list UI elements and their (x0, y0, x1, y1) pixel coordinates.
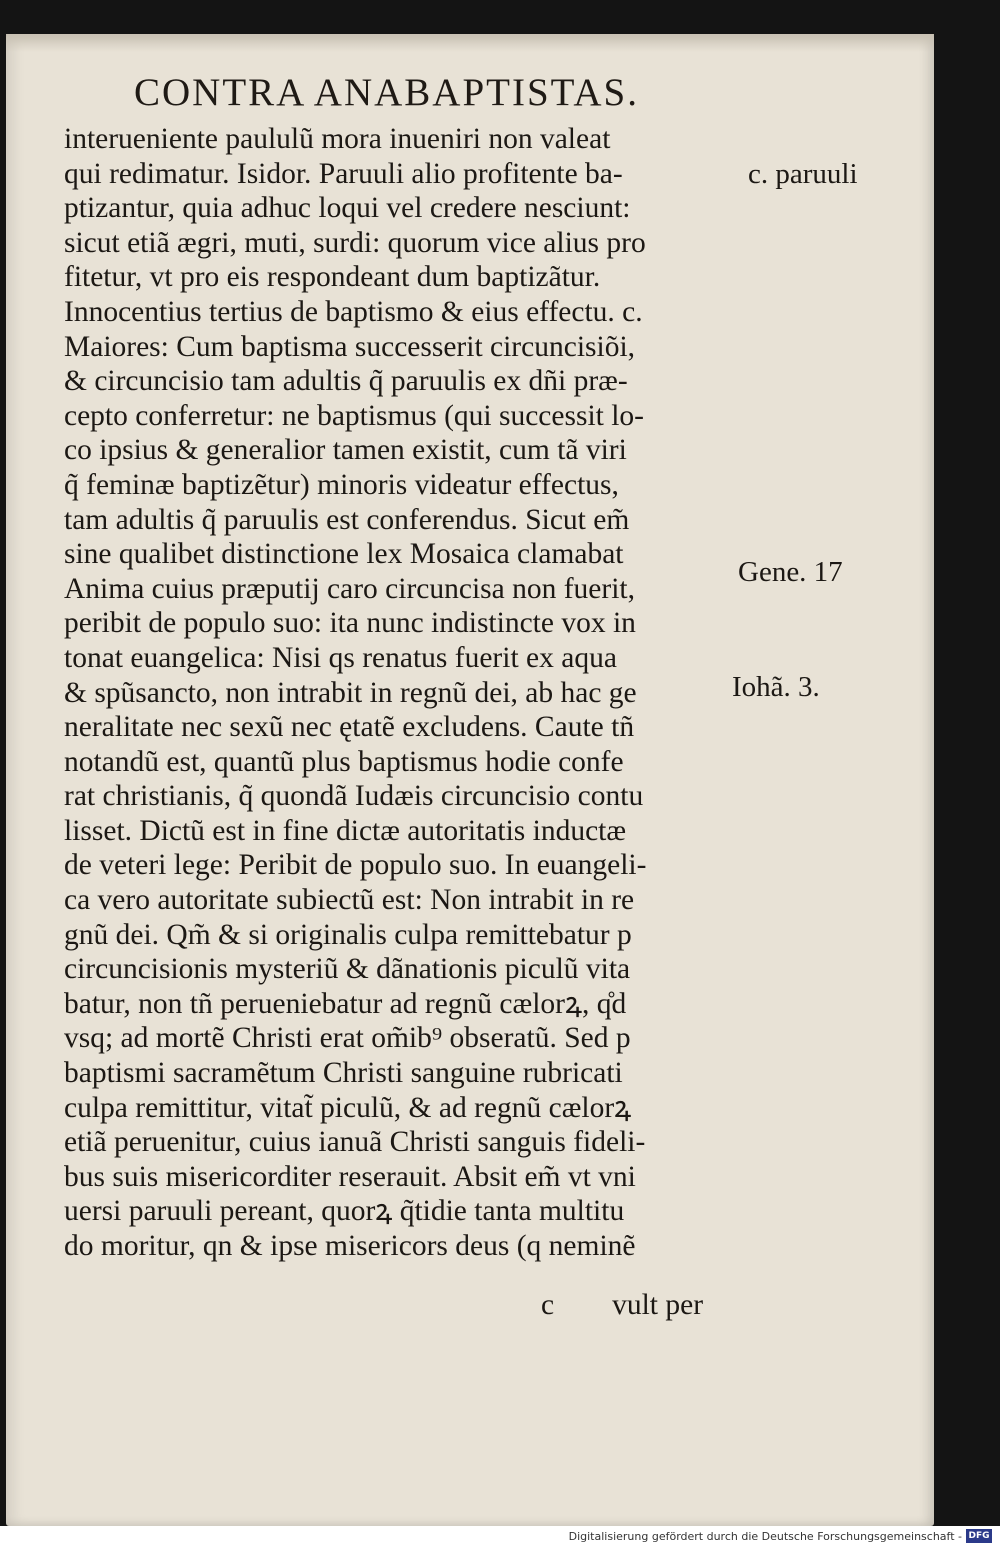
text-line: ptizantur, quia adhuc loqui vel credere nesciunt: (64, 192, 631, 225)
text-line: & spũsancto, non intrabit in regnũ dei, ab hac ge (64, 676, 637, 709)
text-line: co ipsius & generalior tamen existit, cum tã viri (64, 434, 627, 467)
text-line: Anima cuius præputij caro circuncisa non fuerit, (64, 572, 635, 605)
funding-credit: Digitalisierung gefördert durch die Deutsche Forschungsgemeinschaft - (568, 1530, 962, 1543)
dfg-logo-icon: DFG (966, 1529, 992, 1543)
text-line: interueniente paululũ mora inueniri non valeat (64, 123, 611, 155)
text-line: ca vero autoritate subiectũ est: Non intrabit in re (64, 884, 635, 917)
catchline (541, 1289, 703, 1322)
margin-note-genesis: Gene. 17 (738, 556, 843, 588)
text-line: batur, non tñ perueniebatur ad regnũ cælorꝝ, q̊d (64, 987, 627, 1020)
text-line: baptismi sacramẽtum Christi sanguine rubricati (64, 1057, 623, 1090)
text-line: uersi paruuli pereant, quorꝝ q̃tidie tanta multitu (64, 1195, 625, 1228)
book-page (6, 34, 934, 1526)
text-line: circuncisionis mysteriũ & dãnationis piculũ vita (64, 953, 631, 986)
text-line: etiã peruenitur, cuius ianuã Christi sanguis fideli- (64, 1126, 646, 1159)
text-line: de veteri lege: Peribit de populo suo. In euangeli- (64, 849, 647, 882)
text-line: culpa remittitur, vitat̃ piculũ, & ad regnũ cælorꝝ (64, 1091, 632, 1124)
text-line: & circuncisio tam adultis q̃ paruulis ex dñi præ- (64, 365, 628, 398)
text-line: sicut etiã ægri, muti, surdi: quorum vice alius pro (64, 226, 646, 259)
running-head: CONTRA ANABAPTISTAS. (134, 71, 639, 114)
text-line: sine qualibet distinctione lex Mosaica clamabat (64, 538, 624, 571)
text-line: tam adultis q̃ paruulis est conferendus. Sicut em̃ (64, 503, 630, 536)
margin-note-john: Iohã. 3. (732, 671, 820, 703)
text-line: notandũ est, quantũ plus baptismus hodie confe (64, 745, 624, 778)
text-line: Innocentius tertius de baptismo & eius effectu. c. (64, 295, 643, 328)
text-line: fitetur, vt pro eis respondeant dum baptizãtur. (64, 261, 601, 294)
text-line: q̃ feminæ baptizẽtur) minoris videatur effectus, (64, 468, 619, 501)
text-line: tonat euangelica: Nisi qs renatus fuerit ex aqua (64, 641, 617, 674)
text-line: peribit de populo suo: ita nunc indistincte vox in (64, 607, 636, 640)
text-line: neralitate nec sexũ nec ętatẽ excludens. Caute tñ (64, 711, 635, 744)
catchword: vult per (612, 1289, 704, 1321)
text-line: lisset. Dictũ est in fine dictæ autoritatis inductæ (64, 814, 627, 847)
margin-note-paruuli: c. paruuli (748, 158, 858, 190)
text-line: bus suis misericorditer reserauit. Absit em̃ vt vni (64, 1160, 636, 1193)
text-line: Maiores: Cum baptisma successerit circuncisiõi, (64, 330, 636, 363)
text-line: vsq; ad mortẽ Christi erat om̃ib⁹ obseratũ. Sed p (64, 1022, 631, 1055)
text-line: qui redimatur. Isidor. Paruuli alio profitente ba- (64, 157, 623, 190)
text-line: cepto conferretur: ne baptismus (qui successit lo- (64, 399, 644, 432)
body-text (64, 122, 740, 1264)
text-line: do moritur, qn & ipse misericors deus (q neminẽ (64, 1230, 636, 1262)
signature-mark: c (541, 1289, 555, 1321)
text-line: gnũ dei. Qm̃ & si originalis culpa remittebatur p (64, 918, 632, 951)
text-line: rat christianis, q̃ quondã Iudæis circuncisio contu (64, 780, 644, 813)
